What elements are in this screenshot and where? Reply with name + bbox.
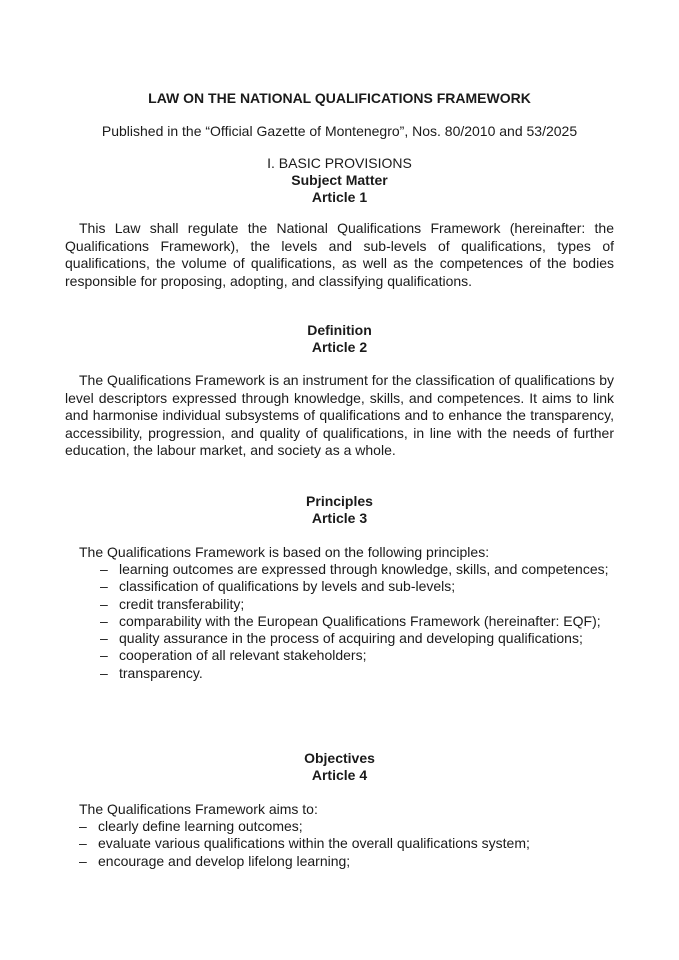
list-item: – classification of qualifications by levels and sub-levels;: [100, 578, 456, 595]
list-item: – evaluate various qualifications within the overall qualifications system;: [79, 835, 530, 852]
dash-bullet-icon: –: [100, 664, 108, 681]
publication-note: Published in the “Official Gazette of Montenegro”, Nos. 80/2010 and 53/2025: [101, 123, 578, 139]
article-2-text: The Qualifications Framework is an instrument for the classification of qualifications by level descriptors expressed through knowledge, skills, and competences. It aims to link and harmonise individual subsystems of qualifications and to enhance the transparency, accessibility, progression, and quality of qualifications, in line with the needs of further education, the labour market, and society as a whole.: [65, 372, 614, 458]
article-1-body: [65, 220, 614, 290]
dash-bullet-icon: –: [79, 818, 87, 834]
article-4-intro: The Qualifications Framework aims to:: [79, 801, 318, 817]
article-1-text: This Law shall regulate the National Qualifications Framework (hereinafter: the Qualifications Framework), the levels and sub-levels of qualifications, types of qualifications, the volume of qualifications, as well as the competences of the bodies responsible for proposing, adopting, and classifying qualifications.: [65, 220, 614, 289]
dash-bullet-icon: –: [100, 647, 108, 664]
article-2-number: Article 2: [311, 339, 368, 355]
article-1-number: Article 1: [311, 189, 368, 205]
article-1-heading: Subject Matter: [291, 172, 388, 188]
list-item: – encourage and develop lifelong learning;: [79, 852, 351, 869]
article-3-number: Article 3: [311, 510, 368, 526]
article-3-heading: Principles: [306, 493, 373, 509]
dash-bullet-icon: –: [79, 835, 87, 852]
dash-bullet-icon: –: [100, 630, 108, 647]
dash-bullet-icon: –: [100, 578, 108, 595]
part-heading: I. BASIC PROVISIONS: [267, 155, 412, 171]
list-item: – transparency.: [100, 664, 203, 681]
document-title: LAW ON THE NATIONAL QUALIFICATIONS FRAMEWORK: [148, 90, 531, 106]
article-4-heading: Objectives: [304, 750, 375, 766]
list-item: – comparability with the European Qualifications Framework (hereinafter: EQF);: [100, 612, 601, 629]
list-item: – learning outcomes are expressed through knowledge, skills, and competences;: [100, 561, 609, 577]
dash-bullet-icon: –: [100, 595, 108, 612]
dash-bullet-icon: –: [100, 561, 108, 577]
article-3-intro: The Qualifications Framework is based on the following principles:: [79, 544, 490, 560]
list-item: – quality assurance in the process of acquiring and developing qualifications;: [100, 630, 583, 647]
article-3-principles-list: [100, 561, 614, 682]
dash-bullet-icon: –: [79, 852, 87, 869]
article-2-heading: Definition: [307, 322, 372, 338]
list-item: – clearly define learning outcomes;: [79, 818, 303, 834]
article-4-objectives-list: [79, 818, 614, 870]
list-item: – credit transferability;: [100, 595, 245, 612]
dash-bullet-icon: –: [100, 612, 108, 629]
article-4-number: Article 4: [311, 767, 368, 783]
article-2-body: [65, 372, 614, 460]
list-item: – cooperation of all relevant stakeholders;: [100, 647, 367, 664]
